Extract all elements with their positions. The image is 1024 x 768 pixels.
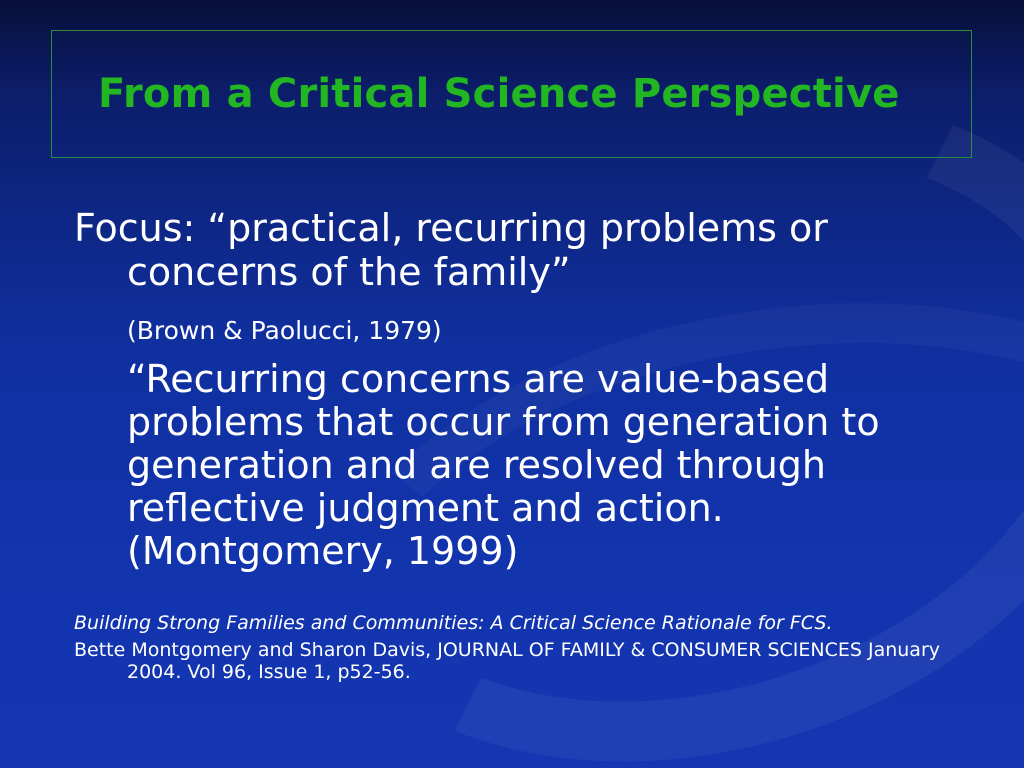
title-frame [51,30,972,158]
reference-block [74,612,974,683]
slide-body [74,206,954,573]
slide-title: From a Critical Science Perspective [98,71,900,117]
recurring-concerns-quote: “Recurring concerns are value-based problems that occur from generation to generation and are resolved through reflective judgment and action. (Montgomery, 1999) [127,357,880,573]
focus-citation: (Brown & Paolucci, 1979) [127,316,442,345]
reference-title: Building Strong Families and Communities: A Critical Science Rationale for FCS. [74,612,833,634]
reference-authors: Bette Montgomery and Sharon Davis, JOURNAL OF FAMILY & CONSUMER SCIENCES January 2004. Vol 96, Issue 1, p52-56. [74,639,941,683]
focus-statement: Focus: “practical, recurring problems or concerns of the family” [74,206,828,294]
